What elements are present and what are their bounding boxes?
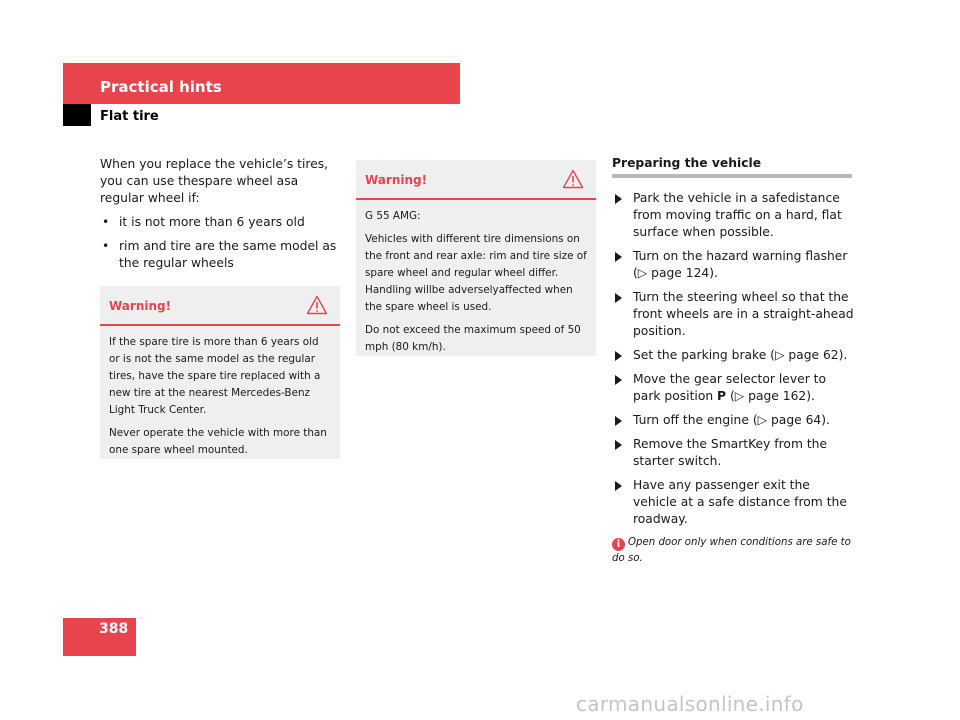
procedure-step bbox=[612, 412, 856, 429]
warning-text: Do not exceed the maximum speed of 50 mph (80 km/h). bbox=[365, 324, 581, 353]
bullet-item: • it is not more than 6 years old bbox=[100, 214, 345, 231]
arrow-right-icon bbox=[615, 194, 622, 204]
step-text: Park the vehicle in a safedistance from moving traffic on a hard, flat surface when possible. bbox=[633, 191, 842, 239]
watermark: carmanualsonline.info bbox=[576, 692, 804, 716]
procedure-step bbox=[612, 289, 856, 340]
warning-text: Never operate the vehicle with more than one spare wheel mounted. bbox=[109, 427, 327, 456]
column-intro bbox=[100, 156, 345, 279]
arrow-right-icon bbox=[615, 416, 622, 426]
warning-triangle-icon bbox=[306, 295, 328, 315]
warning-label: Warning! bbox=[365, 173, 428, 187]
header-marker bbox=[63, 104, 91, 126]
step-text-tail: (▷ page 162). bbox=[726, 389, 815, 403]
step-text: Set the parking brake (▷ page 62). bbox=[633, 348, 848, 362]
warning-header bbox=[356, 160, 596, 200]
title-rule bbox=[612, 174, 852, 178]
info-note bbox=[612, 535, 856, 566]
arrow-right-icon bbox=[615, 293, 622, 303]
procedure-title: Preparing the vehicle bbox=[612, 156, 762, 170]
warning-text: Vehicles with different tire dimensions on the front and rear axle: rim and tire size of spare wheel and regular wheel differ. Handling willbe adverselyaffected when the spare wheel is used. bbox=[365, 233, 587, 313]
warning-box-spare-tire bbox=[100, 286, 340, 459]
warning-body bbox=[356, 200, 596, 370]
step-text: Turn on the hazard warning flasher (▷ page 124). bbox=[633, 249, 848, 280]
chapter-title: Practical hints bbox=[100, 78, 222, 96]
procedure-step bbox=[612, 477, 856, 528]
step-text: Turn off the engine (▷ page 64). bbox=[633, 413, 830, 427]
procedure-step bbox=[612, 436, 856, 470]
procedure-step bbox=[612, 371, 856, 405]
section-subtitle: Flat tire bbox=[100, 109, 159, 124]
warning-text: G 55 AMG: bbox=[365, 210, 421, 222]
warning-header bbox=[100, 286, 340, 326]
info-text: Open door only when conditions are safe to do so. bbox=[612, 537, 851, 564]
step-text: Have any passenger exit the vehicle at a safe distance from the roadway. bbox=[633, 478, 847, 526]
arrow-right-icon bbox=[615, 440, 622, 450]
step-text: Remove the SmartKey from the starter switch. bbox=[633, 437, 828, 468]
page-number: 388 bbox=[99, 621, 129, 637]
warning-triangle-icon bbox=[562, 169, 584, 189]
info-circle-icon: i bbox=[612, 538, 625, 551]
procedure-step bbox=[612, 248, 856, 282]
intro-text: When you replace the vehicle’s tires, you can use thespare wheel asa regular wheel if: bbox=[100, 157, 329, 205]
arrow-right-icon bbox=[615, 481, 622, 491]
column-procedure bbox=[612, 156, 856, 566]
warning-label: Warning! bbox=[109, 299, 172, 313]
bullet-item: • rim and tire are the same model as the regular wheels bbox=[100, 238, 345, 272]
procedure-step bbox=[612, 190, 856, 241]
arrow-right-icon bbox=[615, 375, 622, 385]
arrow-right-icon bbox=[615, 351, 622, 361]
warning-box-amg bbox=[356, 160, 596, 356]
warning-text: If the spare tire is more than 6 years old or is not the same model as the regular tires, have the spare tire replaced with a new tire at the nearest Mercedes-Benz Light Truck Center. bbox=[109, 336, 321, 416]
arrow-right-icon bbox=[615, 252, 622, 262]
step-text: Move the gear selector lever to park position bbox=[633, 372, 827, 403]
step-text: Turn the steering wheel so that the front wheels are in a straight-ahead position. bbox=[633, 290, 854, 338]
procedure-step bbox=[612, 347, 856, 364]
warning-body bbox=[100, 326, 340, 473]
gear-position: P bbox=[717, 389, 727, 403]
